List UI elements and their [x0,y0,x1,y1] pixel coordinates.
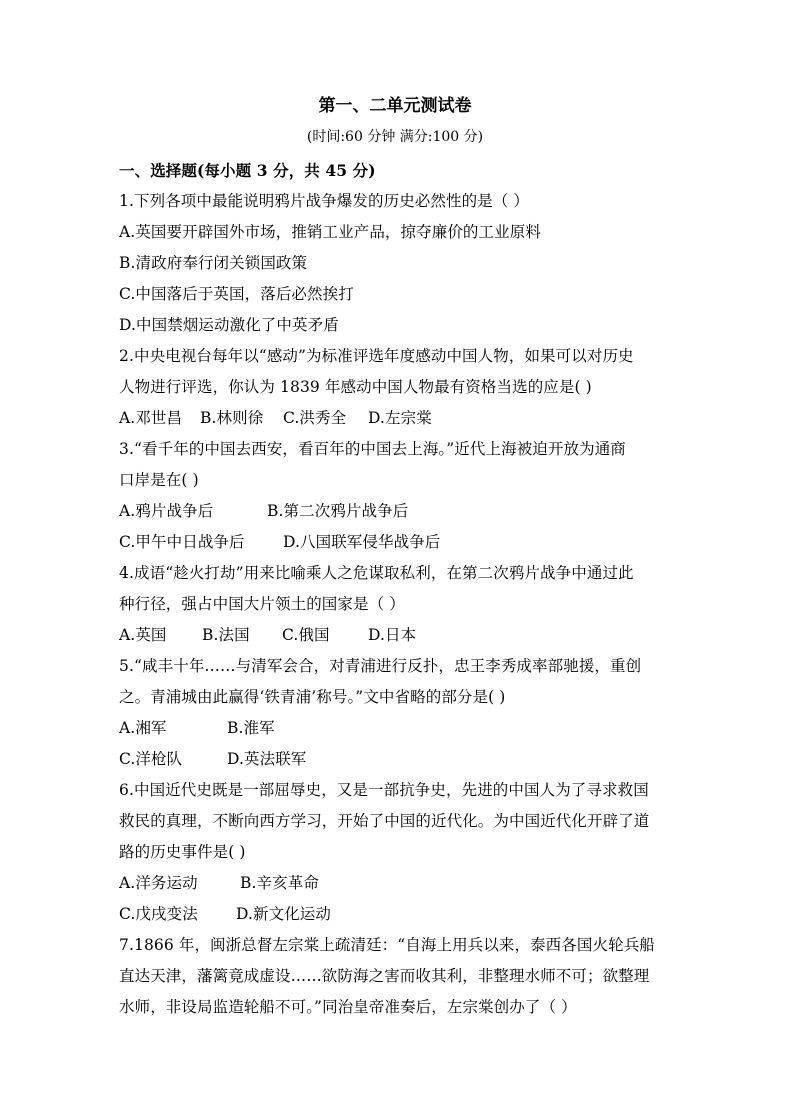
question-5-option-d: D.英法联军 [227,750,307,768]
question-2-text-line-2: 人物进行评选，你认为 1839 年感动中国人物最有资格当选的应是( ) [119,378,592,396]
question-1-option-b: B.清政府奉行闭关锁国政策 [119,254,308,272]
question-6-text-line-3: 路的历史事件是( ) [119,843,246,861]
question-4-options [119,625,679,645]
question-6-option-b: B.辛亥革命 [240,874,319,892]
question-5-text-line-2: 之。青浦城由此赢得‘铁青浦’称号。”文中省略的部分是( ) [119,688,506,706]
question-6-options-row-1 [119,873,679,893]
page-subtitle: (时间:60 分钟 满分:100 分) [306,129,484,145]
question-3-option-b: B.第二次鸦片战争后 [267,502,409,520]
question-3-options-row-2 [119,532,679,552]
question-3-text-line-2: 口岸是在( ) [119,471,199,489]
question-4-option-a: A.英国 [119,626,167,644]
question-4-option-c: C.俄国 [282,626,330,644]
question-6-text-line-1: 6.中国近代史既是一部屈辱史，又是一部抗争史，先进的中国人为了寻求救国 [119,781,649,799]
question-6-option-d: D.新文化运动 [236,905,332,923]
question-2-option-a: A.邓世昌 [119,409,183,427]
question-2-options [119,408,679,428]
question-4-option-d: D.日本 [368,626,417,644]
question-3-option-a: A.鸦片战争后 [119,502,214,520]
question-4-text-line-2: 种行径，强占中国大片领土的国家是（ ） [119,595,405,613]
question-2-option-c: C.洪秀全 [283,409,347,427]
question-7-text-line-1: 7.1866 年，闽浙总督左宗棠上疏清廷：“自海上用兵以来，泰西各国火轮兵船 [119,936,655,954]
question-5-option-c: C.洋枪队 [119,750,183,768]
question-5-text-line-1: 5.“咸丰十年……与清军会合，对青浦进行反扑，忠王李秀成率部驰援，重创 [119,657,642,675]
question-2-option-d: D.左宗棠 [368,409,432,427]
question-3-option-c: C.甲午中日战争后 [119,533,245,551]
question-3-options-row-1 [119,501,679,521]
question-3-text-line-1: 3.“看千年的中国去西安，看百年的中国去上海。”近代上海被迫开放为通商 [119,440,626,458]
question-5-option-b: B.淮军 [227,719,275,737]
question-4-option-b: B.法国 [202,626,250,644]
question-1-text: 1.下列各项中最能说明鸦片战争爆发的历史必然性的是（ ） [119,192,530,210]
question-5-option-a: A.湘军 [119,719,167,737]
question-6-option-a: A.洋务运动 [119,874,198,892]
question-2-option-b: B.林则徐 [200,409,264,427]
question-1-option-a: A.英国要开辟国外市场，推销工业产品，掠夺廉价的工业原料 [119,223,541,241]
section-heading: 一、选择题(每小题 3 分，共 45 分) [119,161,376,180]
question-6-option-c: C.戊戌变法 [119,905,198,923]
page-title: 第一、二单元测试卷 [318,96,472,116]
question-3-option-d: D.八国联军侵华战争后 [283,533,441,551]
question-4-text-line-1: 4.成语“趁火打劫”用来比喻乘人之危谋取私利，在第二次鸦片战争中通过此 [119,564,634,582]
question-5-options-row-1 [119,718,679,738]
question-1-option-c: C.中国落后于英国，落后必然挨打 [119,285,354,303]
question-1-option-d: D.中国禁烟运动激化了中英矛盾 [119,316,339,334]
question-6-text-line-2: 救民的真理，不断向西方学习，开始了中国的近代化。为中国近代化开辟了道 [119,812,650,830]
question-7-text-line-2: 直达天津，藩篱竟成虚设……欲防海之害而收其利，非整理水师不可；欲整理 [119,967,650,985]
question-6-options-row-2 [119,904,679,924]
question-5-options-row-2 [119,749,679,769]
question-2-text-line-1: 2.中央电视台每年以“感动”为标准评选年度感动中国人物，如果可以对历史 [119,347,634,365]
question-7-text-line-3: 水师，非设局监造轮船不可。”同治皇帝准奏后，左宗棠创办了（ ） [119,998,577,1016]
